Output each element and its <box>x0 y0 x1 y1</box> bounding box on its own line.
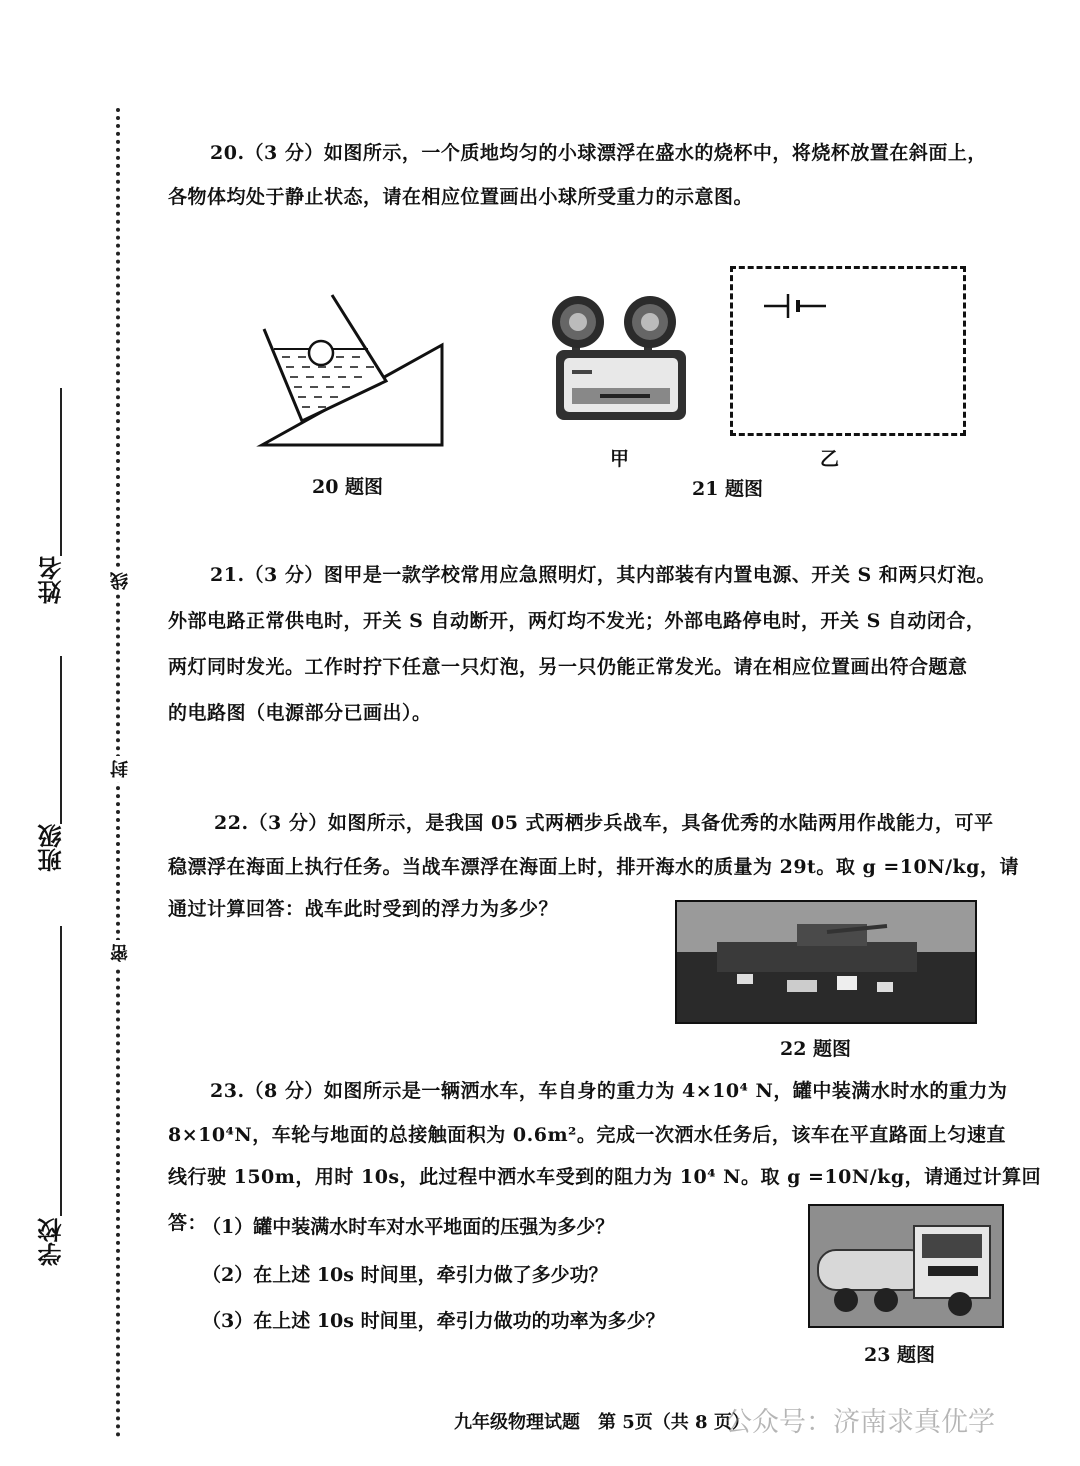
watermark: 公众号：济南求真优学 <box>725 1407 995 1438</box>
fig21-label-yi: 乙 <box>820 448 840 470</box>
seal-char-feng: 封 <box>108 756 134 782</box>
fig20-diagram <box>250 285 460 460</box>
fig21-emergency-light <box>548 290 698 425</box>
fig21-label-jia: 甲 <box>610 448 630 470</box>
q21-line-4: 的电路图（电源部分已画出）。 <box>168 702 432 724</box>
q22-line-2: 稳漂浮在海面上执行任务。当战车漂浮在海面上时，排开海水的质量为 29t。取 g =10N/kg，请 <box>168 856 1019 878</box>
q20-line-2: 各物体均处于静止状态，请在相应位置画出小球所受重力的示意图。 <box>168 186 754 208</box>
q23-line-2: 8×10⁴N，车轮与地面的总接触面积为 0.6m²。完成一次洒水任务后，该车在平直路面上匀速直 <box>168 1124 1006 1146</box>
q23-line-3: 线行驶 150m，用时 10s，此过程中洒水车受到的阻力为 10⁴ N。取 g =10N/kg，请通过计算回答： <box>168 1166 1042 1234</box>
q23-line-1: 23.（8 分）如图所示是一辆洒水车，车自身的重力为 4×10⁴ N，罐中装满水时水的重力为 <box>210 1080 1008 1102</box>
q21-line-3: 两灯同时发光。工作时拧下任意一只灯泡，另一只仍能正常发光。请在相应位置画出符合题意 <box>168 656 968 678</box>
fig23-caption: 23 题图 <box>864 1344 936 1366</box>
q20-line-1: 20.（3 分）如图所示，一个质地均匀的小球漂浮在盛水的烧杯中，将烧杯放置在斜面上， <box>210 142 987 164</box>
class-underline <box>60 656 62 824</box>
fig23-truck-photo <box>808 1204 1004 1328</box>
name-underline <box>60 388 62 556</box>
seal-char-xian: 线 <box>108 568 134 594</box>
school-label: 学校 <box>37 1218 66 1266</box>
fig22-caption: 22 题图 <box>780 1038 852 1060</box>
school-underline <box>60 926 62 1216</box>
fig22-tank-photo <box>675 900 977 1024</box>
q22-line-3: 通过计算回答：战车此时受到的浮力为多少？ <box>168 898 559 920</box>
fig20-ball <box>309 341 333 365</box>
fig20-caption: 20 题图 <box>312 476 384 498</box>
q22-line-1: 22.（3 分）如图所示，是我国 05 式两栖步兵战车，具备优秀的水陆两用作战能力，可平 <box>214 812 994 834</box>
q21-line-2: 外部电路正常供电时，开关 S 自动断开，两灯均不发光；外部电路停电时，开关 S 自动闭合， <box>168 610 986 632</box>
battery-symbol-icon <box>760 288 830 328</box>
seal-char-mi: 密 <box>108 940 134 966</box>
name-label: 姓名 <box>37 556 66 604</box>
q21-line-1: 21.（3 分）图甲是一款学校常用应急照明灯，其内部装有内置电源、开关 S 和两只灯泡。 <box>210 564 996 586</box>
q23-sub-3: （3）在上述 10s 时间里，牵引力做功的功率为多少？ <box>202 1310 665 1332</box>
page-footer: 九年级物理试题 第 5页（共 8 页） <box>454 1412 750 1433</box>
class-label: 班级 <box>37 824 66 872</box>
fig21-caption: 21 题图 <box>692 478 764 500</box>
q23-sub-2: （2）在上述 10s 时间里，牵引力做了多少功？ <box>202 1264 608 1286</box>
q23-sub-1: （1）罐中装满水时车对水平地面的压强为多少？ <box>202 1216 615 1238</box>
